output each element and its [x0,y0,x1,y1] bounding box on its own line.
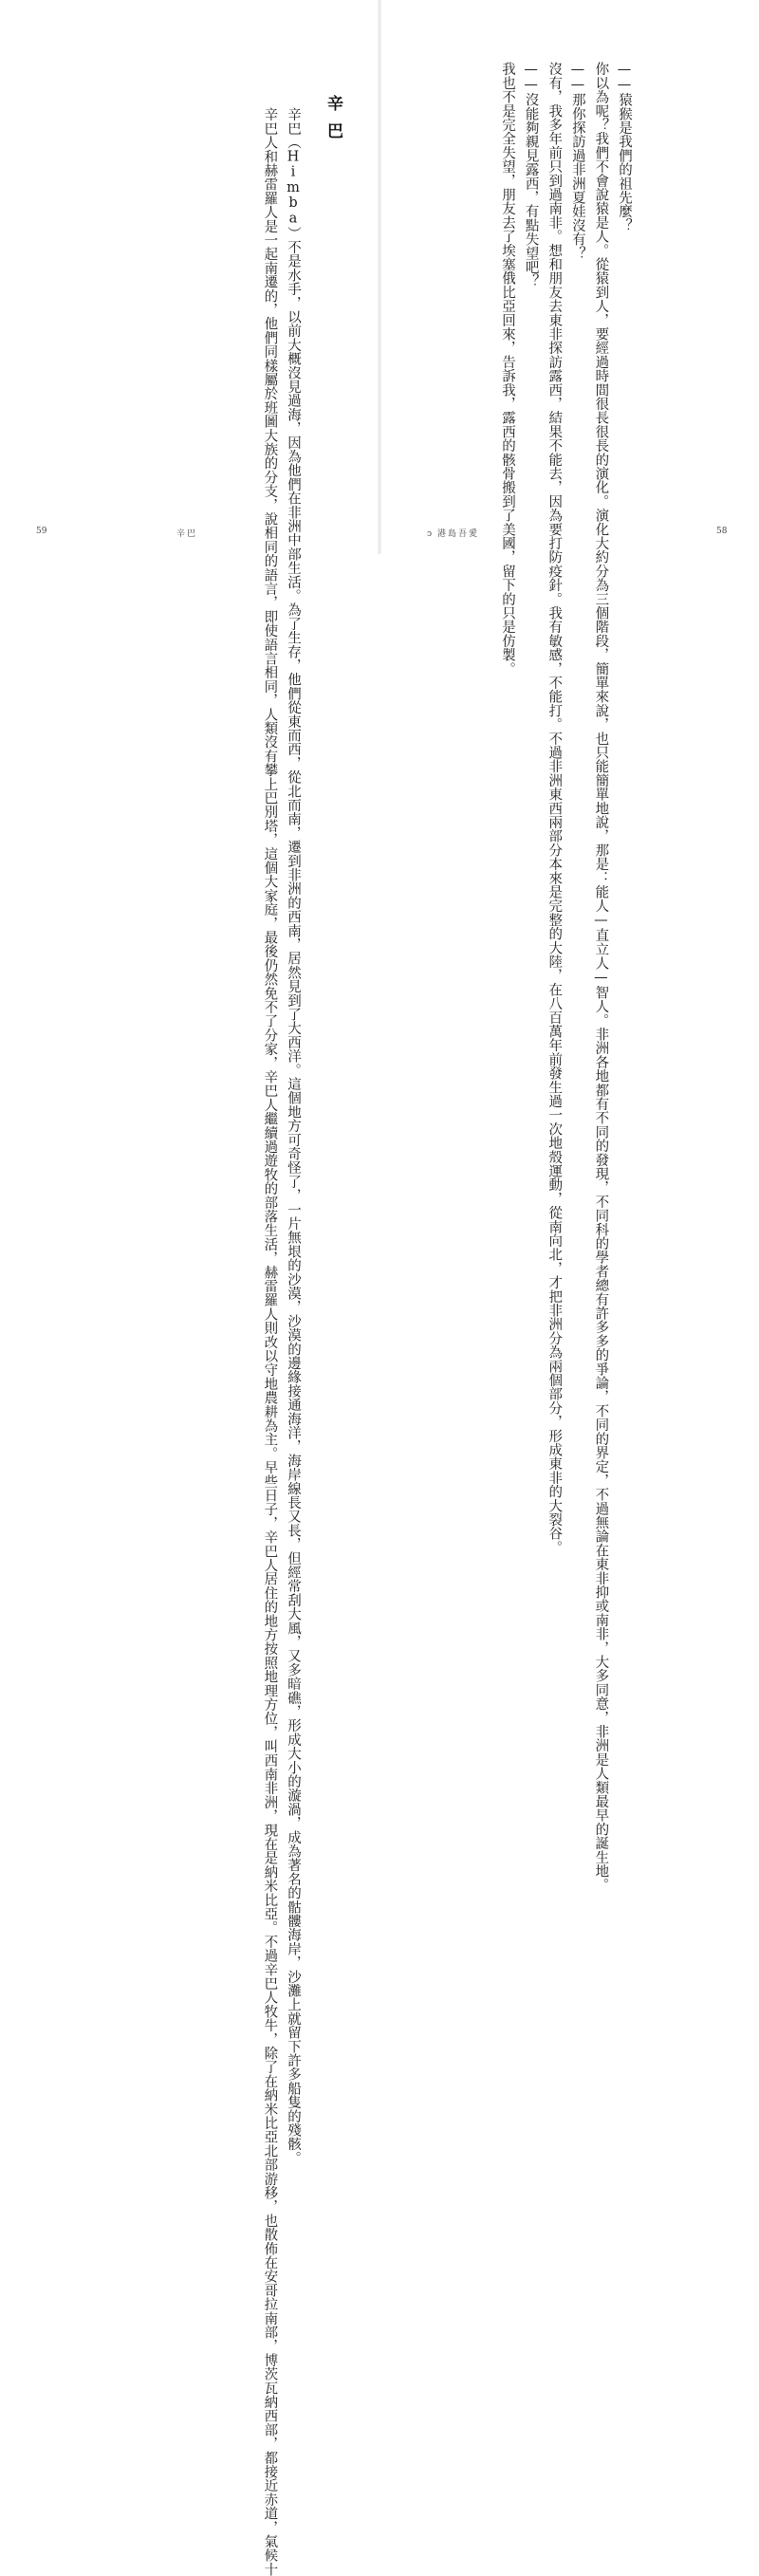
paragraph: 沒有，我多年前只到過南非。想和朋友去東非探訪露西，結果不能去，因為要打防疫針。我有敏感，不能打。不過非洲東西兩部分本來是完整的大陸，在八百萬年前發生過一次地殼運動，從南向北，才把非洲分為兩個部分，形成東非的大裂谷。 [546,34,563,1555]
publisher-logo-icon: ↄ [427,529,435,539]
page-number: 58 [716,527,728,536]
paragraph: 辛巴人和赫雷羅人是一起南遷的，他們同樣屬於班圖大族的分支，說相同的語言，即使語言相同，人類沒有攀上巴別塔，這個大家庭，最後仍然免不了分家，辛巴人繼續過遊牧的部落生活，赫雷羅人則改以守地農耕為主。早些日子，辛巴人居住的地方按照地理方位，叫西南非洲，現在是納米比亞。不過辛巴人牧牛，除了在納米比亞北部游移，也散佈在安哥拉南部，博茨瓦納西部，都接近赤道，氣候十 [262,80,278,2576]
paragraph: 我也不是完全失望，朋友去了埃塞俄比亞回來，告訴我，露西的骸骨搬到了美國，留下的只是仿製。 [500,34,516,676]
running-footer [427,527,479,539]
right-page [380,0,759,1893]
page-number: 59 [36,527,47,536]
paragraph: 辛巴（Himba）不是水手，以前大概沒見過海，因為他們在非洲中部生活。為了生存，他們從東而西，從北而南，遷到非洲的西南，居然見到了大西洋。這個地方可奇怪了，一片無垠的沙漠，沙漠的邊緣接通海洋，海岸線長又長，但經常刮大風，又多暗礁，形成大小的漩渦，成為著名的骷髏海岸，沙灘上就留下許多船隻的殘骸。 [286,80,301,2165]
running-footer: 辛巴 [176,529,198,539]
paragraph: 你以為呢？我們不會說猿是人。從猿到人，要經過時間很長很長的演化。演化大約分為三個階段，簡單來說，也只能簡單地說，那是：能人—直立人—智人。非洲各地都有不同的發現，不同科的學者總有許多多的爭論，不同的界定，不過無論在東非抑或南非，大多同意，非洲是人類最早的誕生地。 [593,34,609,1893]
chapter-title: 辛巴 [324,95,342,150]
running-footer-text: 港島吾愛 [437,529,480,539]
left-page-body [90,80,305,2576]
paragraph: ——那你探訪過非洲夏娃沒有？ [569,34,585,261]
paragraph: ——猿猴是我們的祖先麼？ [617,34,632,232]
paragraph: ——沒能夠親見露西，有點失望吧？ [523,34,539,288]
